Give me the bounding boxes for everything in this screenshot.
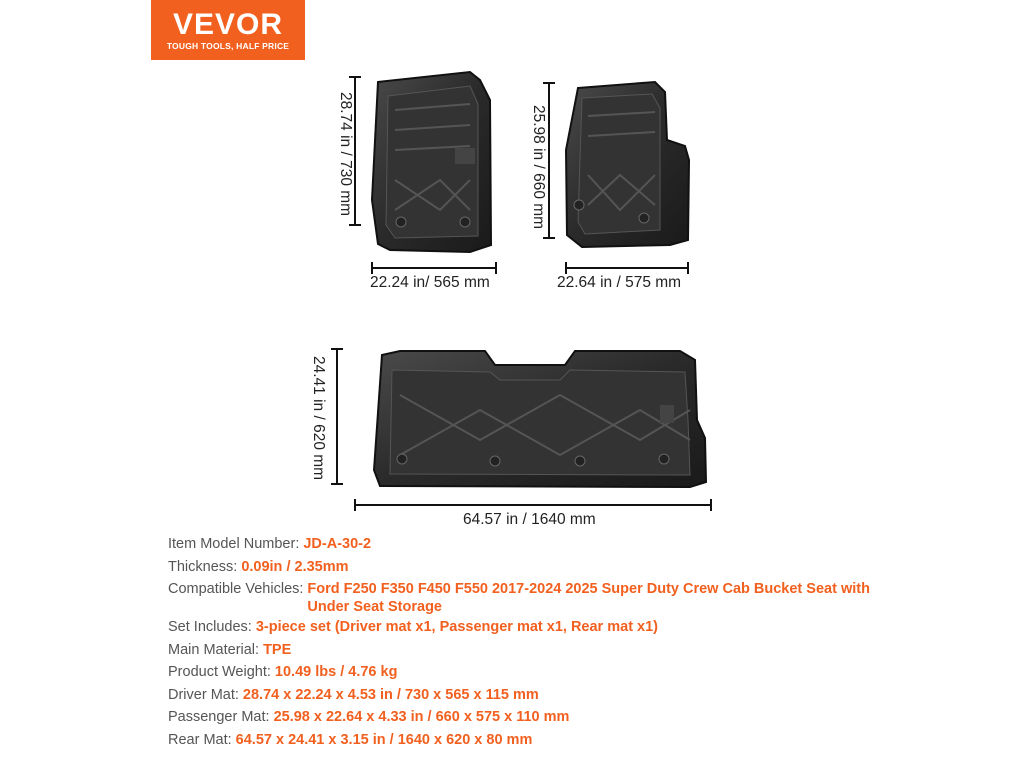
rear-mat-image [374,351,706,487]
spec-passenger-mat [168,706,928,729]
passenger-height-label: 25.98 in / 660 mm [530,105,547,230]
driver-width-label: 22.24 in/ 565 mm [370,274,490,291]
brand-tagline: TOUGH TOOLS, HALF PRICE [166,41,290,51]
spec-value: 28.74 x 22.24 x 4.53 in / 730 x 565 x 115 mm [242,686,539,703]
spec-compatible-vehicles [168,578,928,616]
spec-label: Thickness: [168,558,238,575]
spec-value: 3-piece set (Driver mat x1, Passenger mat x1, Rear mat x1) [255,619,659,635]
driver-mat-image [372,72,491,252]
spec-driver-mat [168,684,928,707]
spec-value: 64.57 x 24.41 x 3.15 in / 1640 x 620 x 80 mm [235,731,533,748]
spec-label: Driver Mat: [168,686,239,703]
spec-value: JD-A-30-2 [303,536,372,552]
spec-label: Item Model Number: [168,536,300,552]
driver-height-label: 28.74 in / 730 mm [337,92,354,217]
spec-value: Ford F250 F350 F450 F550 2017-2024 2025 Super Duty Crew Cab Bucket Seat with Under Seat Storage [307,581,870,615]
passenger-mat-image [566,82,689,247]
spec-material [168,639,928,662]
spec-weight [168,661,928,684]
spec-set-includes [168,616,928,639]
spec-value: TPE [263,641,292,658]
spec-value: 0.09in / 2.35mm [241,558,349,575]
spec-list [168,533,928,751]
spec-label: Product Weight: [168,664,271,680]
spec-label: Rear Mat: [168,731,232,748]
passenger-width-label: 22.64 in / 575 mm [557,274,682,291]
spec-value: 25.98 x 22.64 x 4.33 in / 660 x 575 x 110 mm [273,709,570,725]
spec-label: Set Includes: [168,619,252,635]
spec-label: Main Material: [168,641,260,658]
spec-thickness [168,556,928,579]
spec-model [168,533,928,556]
spec-label: Compatible Vehicles: [168,581,304,597]
rear-width-label: 64.57 in / 1640 mm [463,511,596,528]
brand-name: VEVOR [172,8,284,41]
spec-rear-mat [168,729,928,752]
spec-value: 10.49 lbs / 4.76 kg [274,664,398,680]
spec-label: Passenger Mat: [168,709,270,725]
rear-height-label: 24.41 in / 620 mm [310,356,327,481]
